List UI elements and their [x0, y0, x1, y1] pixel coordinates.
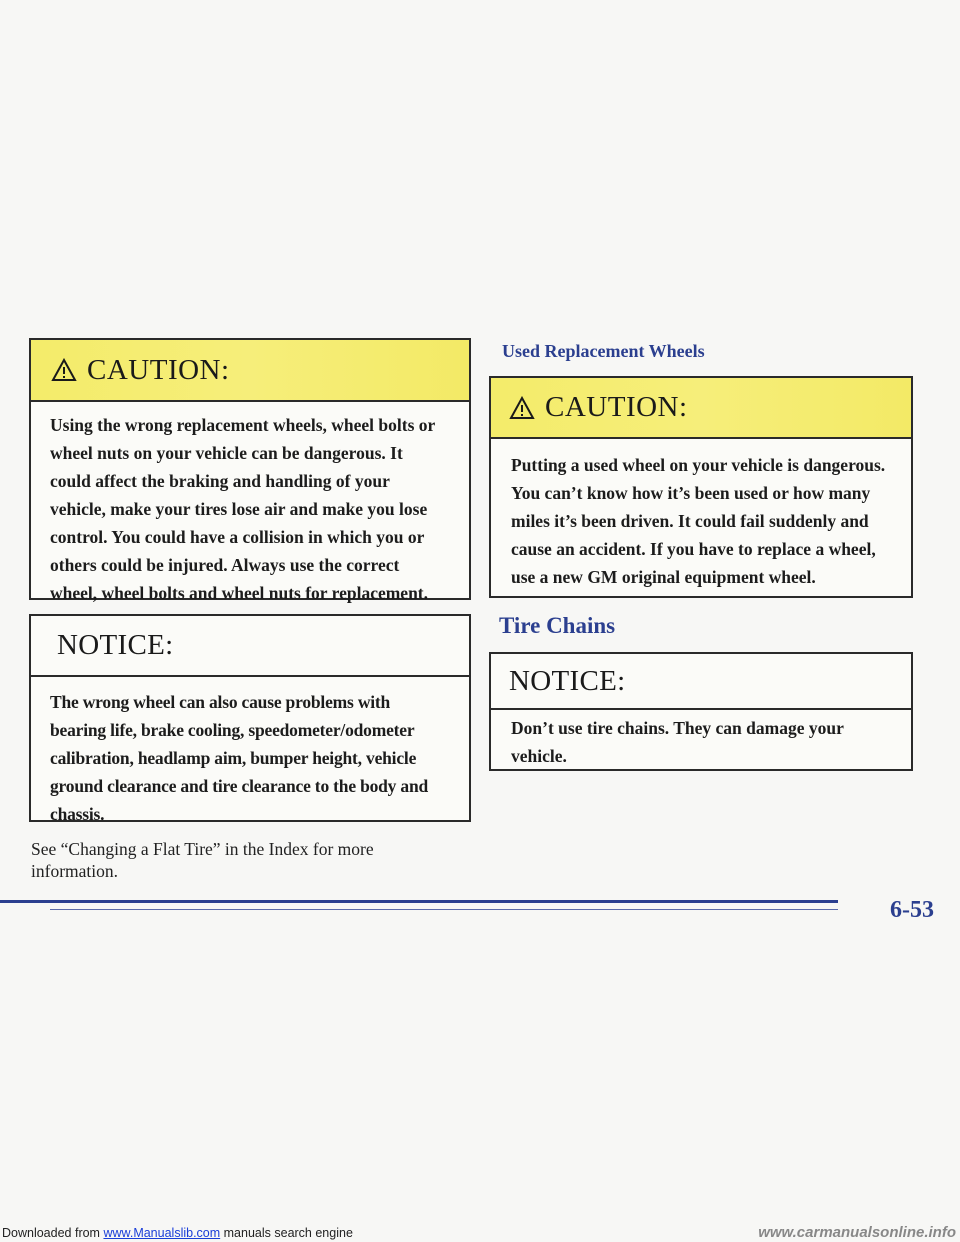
used-replacement-wheels-heading: Used Replacement Wheels — [502, 341, 705, 361]
see-index-text: See “Changing a Flat Tire” in the Index for more information. — [31, 839, 374, 881]
watermark-prefix: Downloaded from — [2, 1226, 104, 1240]
notice-title: NOTICE: — [509, 664, 626, 697]
notice-box-tire-chains — [489, 652, 913, 771]
tire-chains-heading: Tire Chains — [499, 613, 616, 638]
carmanuals-watermark: www.carmanualsonline.info — [758, 1224, 956, 1241]
caution-title: CAUTION: — [87, 353, 230, 386]
caution-text: Putting a used wheel on your vehicle is dangerous. You can’t know how it’s been used or how many miles it’s been driven. It could fail suddenly and cause an accident. If you have to replace a wheel, use a new GM original equipment wheel. — [511, 455, 886, 587]
page-number: 6-53 — [890, 897, 934, 923]
caution-title: CAUTION: — [545, 391, 688, 423]
caution-box-wrong-wheels — [29, 338, 471, 603]
manualslib-link[interactable]: www.Manualslib.com — [103, 1226, 221, 1240]
notice-text: Don’t use tire chains. They can damage your vehicle. — [511, 718, 844, 766]
warning-triangle-icon — [51, 358, 77, 382]
footer-rule-thin — [50, 909, 838, 910]
notice-header — [491, 654, 911, 710]
notice-text: The wrong wheel can also cause problems with bearing life, brake cooling, speedometer/odometer calibration, headlamp aim, bumper height, vehicle ground clearance and tire clearance to the body and chassis. — [50, 692, 429, 824]
watermark-suffix: manuals search engine — [220, 1226, 353, 1240]
notice-title: NOTICE: — [57, 629, 174, 661]
caution-header — [491, 378, 911, 439]
warning-triangle-icon — [509, 396, 535, 420]
caution-text: Using the wrong replacement wheels, wheel bolts or wheel nuts on your vehicle can be dangerous. It could affect the braking and handling of your vehicle, make your tires lose air and make you lose control. You could have a collision in which you or others could be injured. Always use the correct wheel, wheel bolts and wheel nuts for replacement. — [50, 415, 435, 603]
caution-header — [31, 340, 469, 402]
notice-header — [31, 616, 469, 677]
caution-box-used-wheel — [489, 376, 913, 598]
notice-box-wrong-wheel — [29, 614, 471, 822]
footer-rule-thick — [0, 900, 838, 903]
download-watermark — [2, 1226, 353, 1240]
